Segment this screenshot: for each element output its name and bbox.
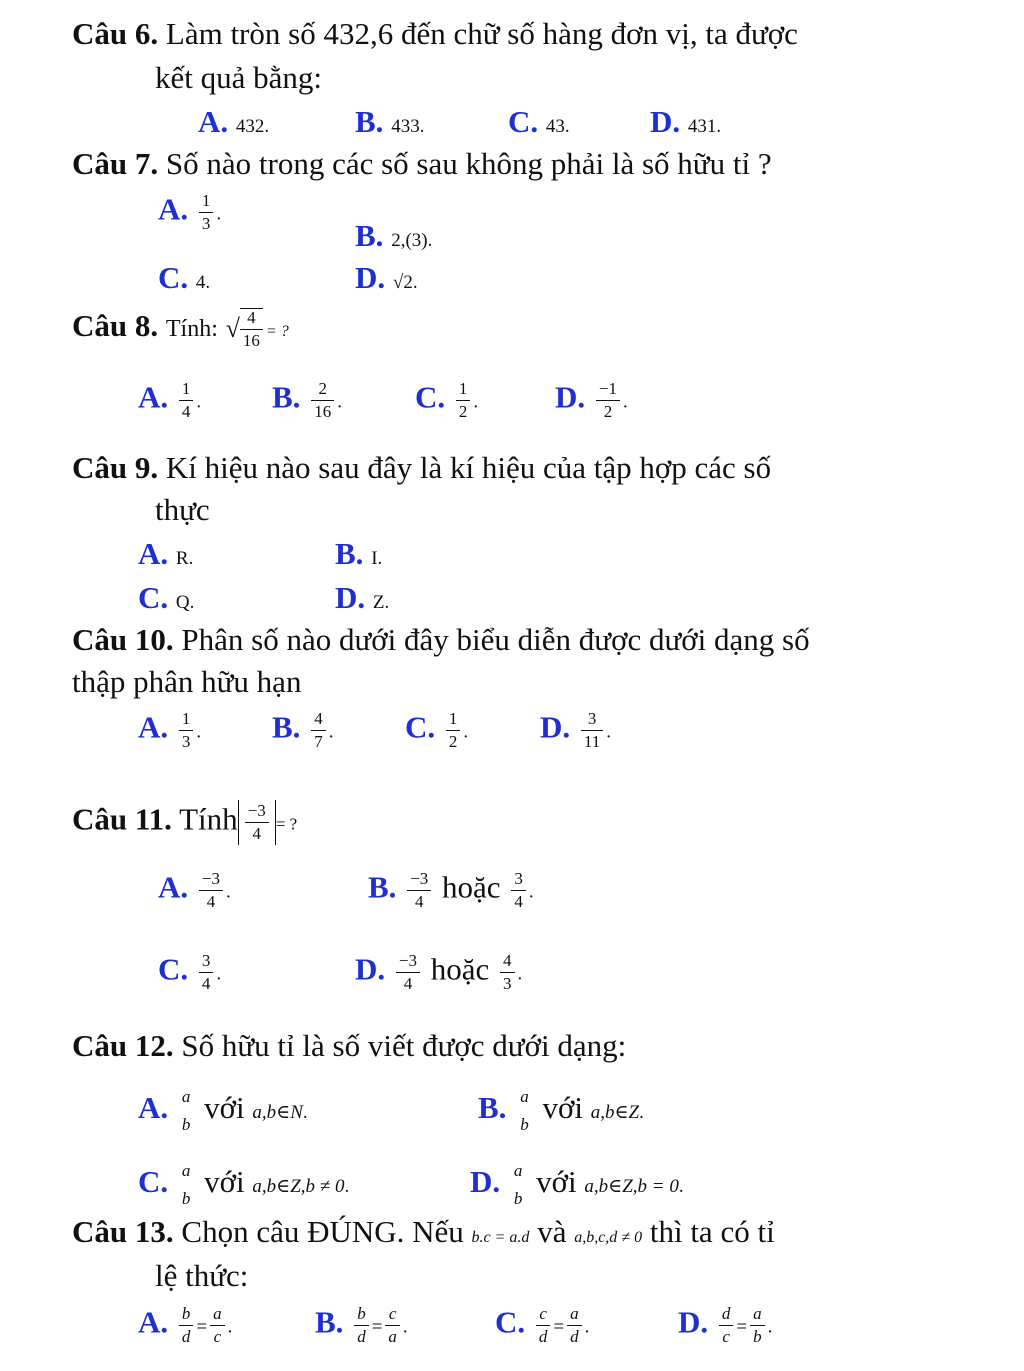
q10-stem: [72, 624, 810, 655]
fraction: $\frac{-1}{2}$: [596, 380, 620, 421]
q8-option-a[interactable]: A. $\frac{1}{4}$ .: [138, 379, 202, 421]
q12-option-a[interactable]: A. a b với a,b∈N.: [138, 1087, 308, 1134]
option-value: 432: [235, 116, 265, 137]
q12-number: Câu 12.: [72, 1028, 174, 1063]
fraction: a b: [181, 1087, 191, 1134]
with-text: với: [536, 1163, 577, 1199]
option-label: A.: [158, 869, 189, 905]
option-label: B.: [368, 869, 397, 905]
q10-text: Phân số nào dưới đây biểu diễn được dưới dạng số: [181, 622, 810, 657]
fraction: $\frac{c}{a}$: [385, 1305, 400, 1346]
q7-number: Câu 7.: [72, 146, 159, 181]
fraction: $\frac{b}{d}$: [354, 1305, 369, 1346]
option-label: C.: [508, 104, 539, 139]
option-label: A.: [198, 104, 229, 139]
q6-stem: [72, 18, 798, 49]
fraction: $\frac{a}{c}$: [210, 1305, 225, 1346]
option-label: B.: [355, 218, 384, 253]
fraction: $\frac{4}{3}$: [500, 952, 515, 993]
fraction: $\frac{a}{d}$: [567, 1305, 582, 1346]
option-value: Q: [175, 592, 190, 613]
fraction: $\frac{3}{11}$: [581, 710, 603, 751]
q8-text: Tính:: [165, 315, 218, 342]
fraction: $\frac{1}{2}$: [446, 710, 461, 751]
q6-text: Làm tròn số 432,6 đến chữ số hàng đơn vị, ta được: [165, 16, 798, 51]
option-label: A.: [138, 1089, 169, 1125]
q10-option-c[interactable]: C. $\frac{1}{2}$ .: [405, 709, 469, 751]
and-text: và: [537, 1214, 567, 1249]
q12-option-d[interactable]: D. a b với a,b∈Z,b = 0.: [470, 1161, 684, 1208]
option-label: C.: [405, 709, 436, 745]
condition: b.c = a.d: [471, 1229, 530, 1246]
q9-stem: [72, 452, 771, 483]
equals-question: = ?: [275, 814, 298, 834]
fraction: $\frac{3}{4}$: [199, 952, 214, 993]
option-label: C.: [415, 379, 446, 415]
q6-option-a[interactable]: A. 432.: [198, 104, 270, 139]
option-value: 431: [687, 116, 717, 137]
fraction: a b: [520, 1087, 529, 1134]
option-label: D.: [555, 379, 586, 415]
q13-stem: [72, 1216, 775, 1247]
q11-option-d[interactable]: D. $\frac{-3}{4}$ hoặc $\frac{4}{3}$ .: [355, 951, 523, 993]
option-label: D.: [355, 260, 386, 295]
q13-number: Câu 13.: [72, 1214, 174, 1249]
q7-option-d[interactable]: D. √2.: [355, 260, 418, 295]
q9-number: Câu 9.: [72, 450, 159, 485]
q9-option-d[interactable]: D. Z.: [335, 580, 390, 615]
option-value: R: [175, 548, 189, 569]
q11-text: Tính: [179, 801, 238, 837]
q7-option-b[interactable]: B. 2,(3).: [355, 218, 433, 253]
option-label: C.: [495, 1304, 526, 1340]
option-label: B.: [315, 1304, 344, 1340]
q9-option-c[interactable]: C. Q.: [138, 580, 195, 615]
fraction: $\frac{d}{c}$: [719, 1305, 734, 1346]
q11-option-c[interactable]: C. $\frac{3}{4}$ .: [158, 951, 222, 993]
q10-number: Câu 10.: [72, 622, 174, 657]
option-value: 43: [545, 116, 565, 137]
option-label: D.: [470, 1163, 501, 1199]
q8-number: Câu 8.: [72, 307, 159, 343]
condition: a,b∈Z,b = 0: [584, 1175, 679, 1197]
with-text: với: [204, 1163, 245, 1199]
option-label: C.: [158, 951, 189, 987]
option-label: A.: [158, 191, 189, 227]
with-text: với: [542, 1089, 583, 1125]
q10-stem-cont: thập phân hữu hạn: [72, 664, 302, 699]
sqrt-icon: √: [225, 313, 240, 343]
q13-stem-cont: lệ thức:: [155, 1258, 249, 1293]
q11-option-b[interactable]: B. $\frac{-3}{4}$ hoặc $\frac{3}{4}$ .: [368, 869, 534, 911]
q12-option-b[interactable]: B. a b với a,b∈Z.: [478, 1087, 644, 1134]
option-label: D.: [355, 951, 386, 987]
option-label: A.: [138, 1304, 169, 1340]
option-label: C.: [138, 580, 169, 615]
fraction: $\frac{2}{16}$: [311, 380, 334, 421]
condition: a,b∈Z,b ≠ 0: [252, 1175, 345, 1197]
q10-option-b[interactable]: B. $\frac{4}{7}$ .: [272, 709, 334, 751]
option-label: D.: [678, 1304, 709, 1340]
q7-text: Số nào trong các số sau không phải là số hữu tỉ ?: [165, 146, 772, 181]
option-label: D.: [335, 580, 366, 615]
option-label: C.: [158, 260, 189, 295]
q8-option-c[interactable]: C. $\frac{1}{2}$ .: [415, 379, 479, 421]
q8-option-d[interactable]: D. $\frac{-1}{2}$ .: [555, 379, 628, 421]
q13-text: Chọn câu ĐÚNG. Nếu: [181, 1214, 464, 1249]
option-value: Z: [372, 592, 385, 613]
q11-option-a[interactable]: A. $\frac{-3}{4}$ .: [158, 869, 231, 911]
q8-option-b[interactable]: B. $\frac{2}{16}$ .: [272, 379, 342, 421]
q8-stem: [72, 308, 289, 350]
option-label: A.: [138, 709, 169, 745]
or-text: hoặc: [442, 869, 501, 905]
fraction: $\frac{c}{d}$: [536, 1305, 551, 1346]
option-label: B.: [272, 709, 301, 745]
fraction: $\frac{-3}{4}$: [396, 952, 420, 993]
q6-option-b[interactable]: B. 433.: [355, 104, 425, 139]
q7-option-c[interactable]: C. 4.: [158, 260, 211, 295]
q6-number: Câu 6.: [72, 16, 159, 51]
condition: a,b∈Z: [590, 1101, 640, 1123]
fraction: $\frac{a}{b}$: [750, 1305, 765, 1346]
fraction: $\frac{-3}{4}$: [245, 802, 269, 843]
option-value: √2: [392, 272, 413, 293]
fraction: $\frac{1}{4}$: [179, 380, 194, 421]
q12-stem: [72, 1030, 626, 1061]
q6-stem-cont: kết quả bằng:: [155, 60, 323, 95]
q7-option-a[interactable]: A. $\frac{1}{3}$ .: [158, 191, 222, 233]
option-label: D.: [540, 709, 571, 745]
fraction: $\frac{1}{3}$: [179, 710, 194, 751]
q7-stem: [72, 148, 772, 179]
q9-text: Kí hiệu nào sau đây là kí hiệu của tập hợp các số: [165, 450, 772, 485]
q10-option-d[interactable]: D. $\frac{3}{11}$ .: [540, 709, 612, 751]
option-label: A.: [138, 536, 169, 571]
fraction: $\frac{1}{2}$: [456, 380, 471, 421]
fraction: a b: [181, 1161, 191, 1208]
q13-option-c[interactable]: C. $\frac{c}{d}$ = $\frac{a}{d}$ .: [495, 1304, 590, 1346]
q9-option-b[interactable]: B. I.: [335, 536, 383, 571]
q11-stem: [72, 800, 297, 845]
fraction: $\frac{4}{7}$: [311, 710, 326, 751]
option-value: 2,(3): [391, 230, 428, 251]
fraction: $\frac{-3}{4}$: [199, 870, 223, 911]
option-value: I: [371, 548, 378, 569]
with-text: với: [204, 1089, 245, 1125]
q12-option-c[interactable]: C. a b với a,b∈Z,b ≠ 0.: [138, 1161, 350, 1208]
q9-stem-cont: thực: [155, 492, 210, 527]
condition: a,b∈N: [252, 1101, 303, 1123]
option-label: B.: [335, 536, 364, 571]
absolute-value: [238, 800, 276, 845]
fraction: $\frac{b}{d}$: [179, 1305, 194, 1346]
option-label: B.: [272, 379, 301, 415]
q6-option-c[interactable]: C. 43.: [508, 104, 570, 139]
q13-option-b[interactable]: B. $\frac{b}{d}$ = $\frac{c}{a}$ .: [315, 1304, 408, 1346]
q9-option-a[interactable]: A. R.: [138, 536, 194, 571]
q13-text-tail: thì ta có tỉ: [649, 1214, 775, 1249]
q11-number: Câu 11.: [72, 801, 172, 837]
option-label: B.: [478, 1089, 507, 1125]
equals-question: = ?: [265, 322, 289, 340]
option-label: A.: [138, 379, 169, 415]
q12-text: Số hữu tỉ là số viết được dưới dạng:: [181, 1028, 627, 1063]
q6-option-d[interactable]: D. 431.: [650, 104, 722, 139]
option-label: C.: [138, 1163, 169, 1199]
or-text: hoặc: [430, 951, 490, 987]
fraction: $\frac{4}{16}$: [240, 308, 263, 350]
q10-option-a[interactable]: A. $\frac{1}{3}$ .: [138, 709, 202, 751]
option-value: 433: [391, 116, 420, 137]
condition: a,b,c,d ≠ 0: [574, 1229, 643, 1246]
fraction: $\frac{3}{4}$: [511, 870, 526, 911]
q13-option-d[interactable]: D. $\frac{d}{c}$ = $\frac{a}{b}$ .: [678, 1304, 773, 1346]
option-label: B.: [355, 104, 384, 139]
fraction: $\frac{-3}{4}$: [407, 870, 431, 911]
fraction: $\frac{1}{3}$: [199, 192, 214, 233]
fraction: a b: [513, 1161, 523, 1208]
option-value: 4: [195, 272, 206, 293]
q13-option-a[interactable]: A. $\frac{b}{d}$ = $\frac{a}{c}$ .: [138, 1304, 233, 1346]
option-label: D.: [650, 104, 681, 139]
